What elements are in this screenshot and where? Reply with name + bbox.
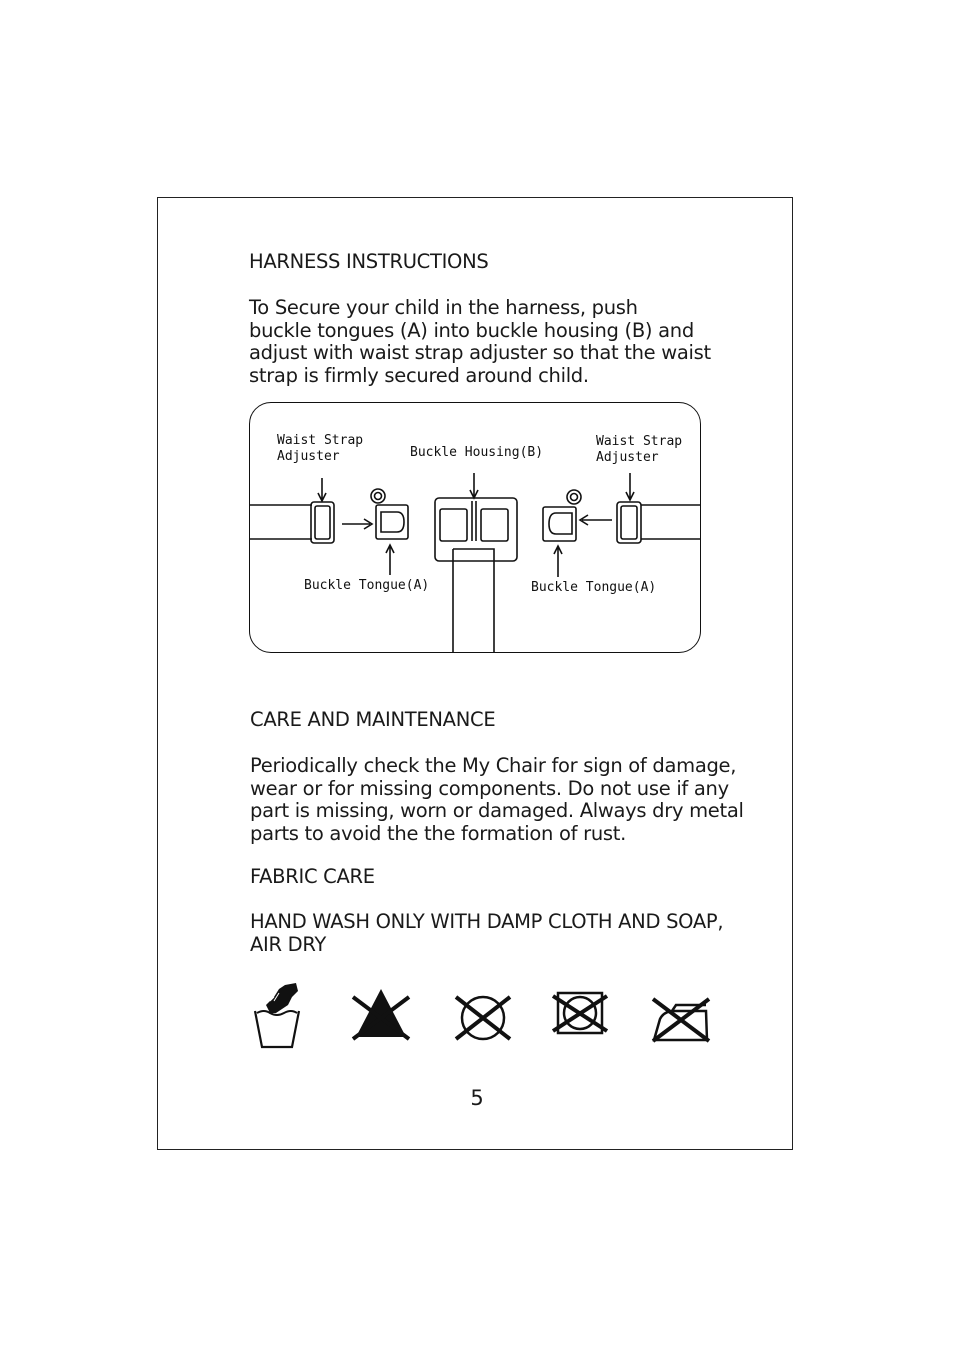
do-not-tumble-dry-icon: [550, 983, 612, 1043]
do-not-dry-clean-icon: [452, 983, 514, 1043]
harness-title: HARNESS INSTRUCTIONS: [249, 250, 489, 273]
waist-strap-adjuster-label-left: Waist Strap Adjuster: [277, 433, 364, 464]
do-not-bleach-icon: [350, 983, 412, 1043]
buckle-tongue-label-right: Buckle Tongue(A): [531, 580, 657, 595]
do-not-iron-icon: [650, 983, 712, 1045]
harness-diagram: [249, 402, 701, 653]
buckle-tongue-label-left: Buckle Tongue(A): [304, 578, 430, 593]
care-title: CARE AND MAINTENANCE: [250, 708, 496, 731]
fabric-care-instructions: HAND WASH ONLY WITH DAMP CLOTH AND SOAP, AIR DRY: [250, 910, 724, 956]
fabric-care-title: FABRIC CARE: [250, 865, 375, 888]
hand-wash-icon: [252, 983, 302, 1051]
page-number: 5: [470, 1086, 484, 1110]
care-instructions: Periodically check the My Chair for sign of damage, wear or for missing components. Do not use if any part is missing, worn or damaged. Always dry metal parts to avoid the the formation of rust.: [250, 754, 744, 845]
harness-instructions: To Secure your child in the harness, push buckle tongues (A) into buckle housing (B) and adjust with waist strap adjuster so that the waist strap is firmly secured around child.: [249, 296, 711, 387]
buckle-housing-label: Buckle Housing(B): [410, 445, 544, 460]
waist-strap-adjuster-label-right: Waist Strap Adjuster: [596, 434, 683, 465]
